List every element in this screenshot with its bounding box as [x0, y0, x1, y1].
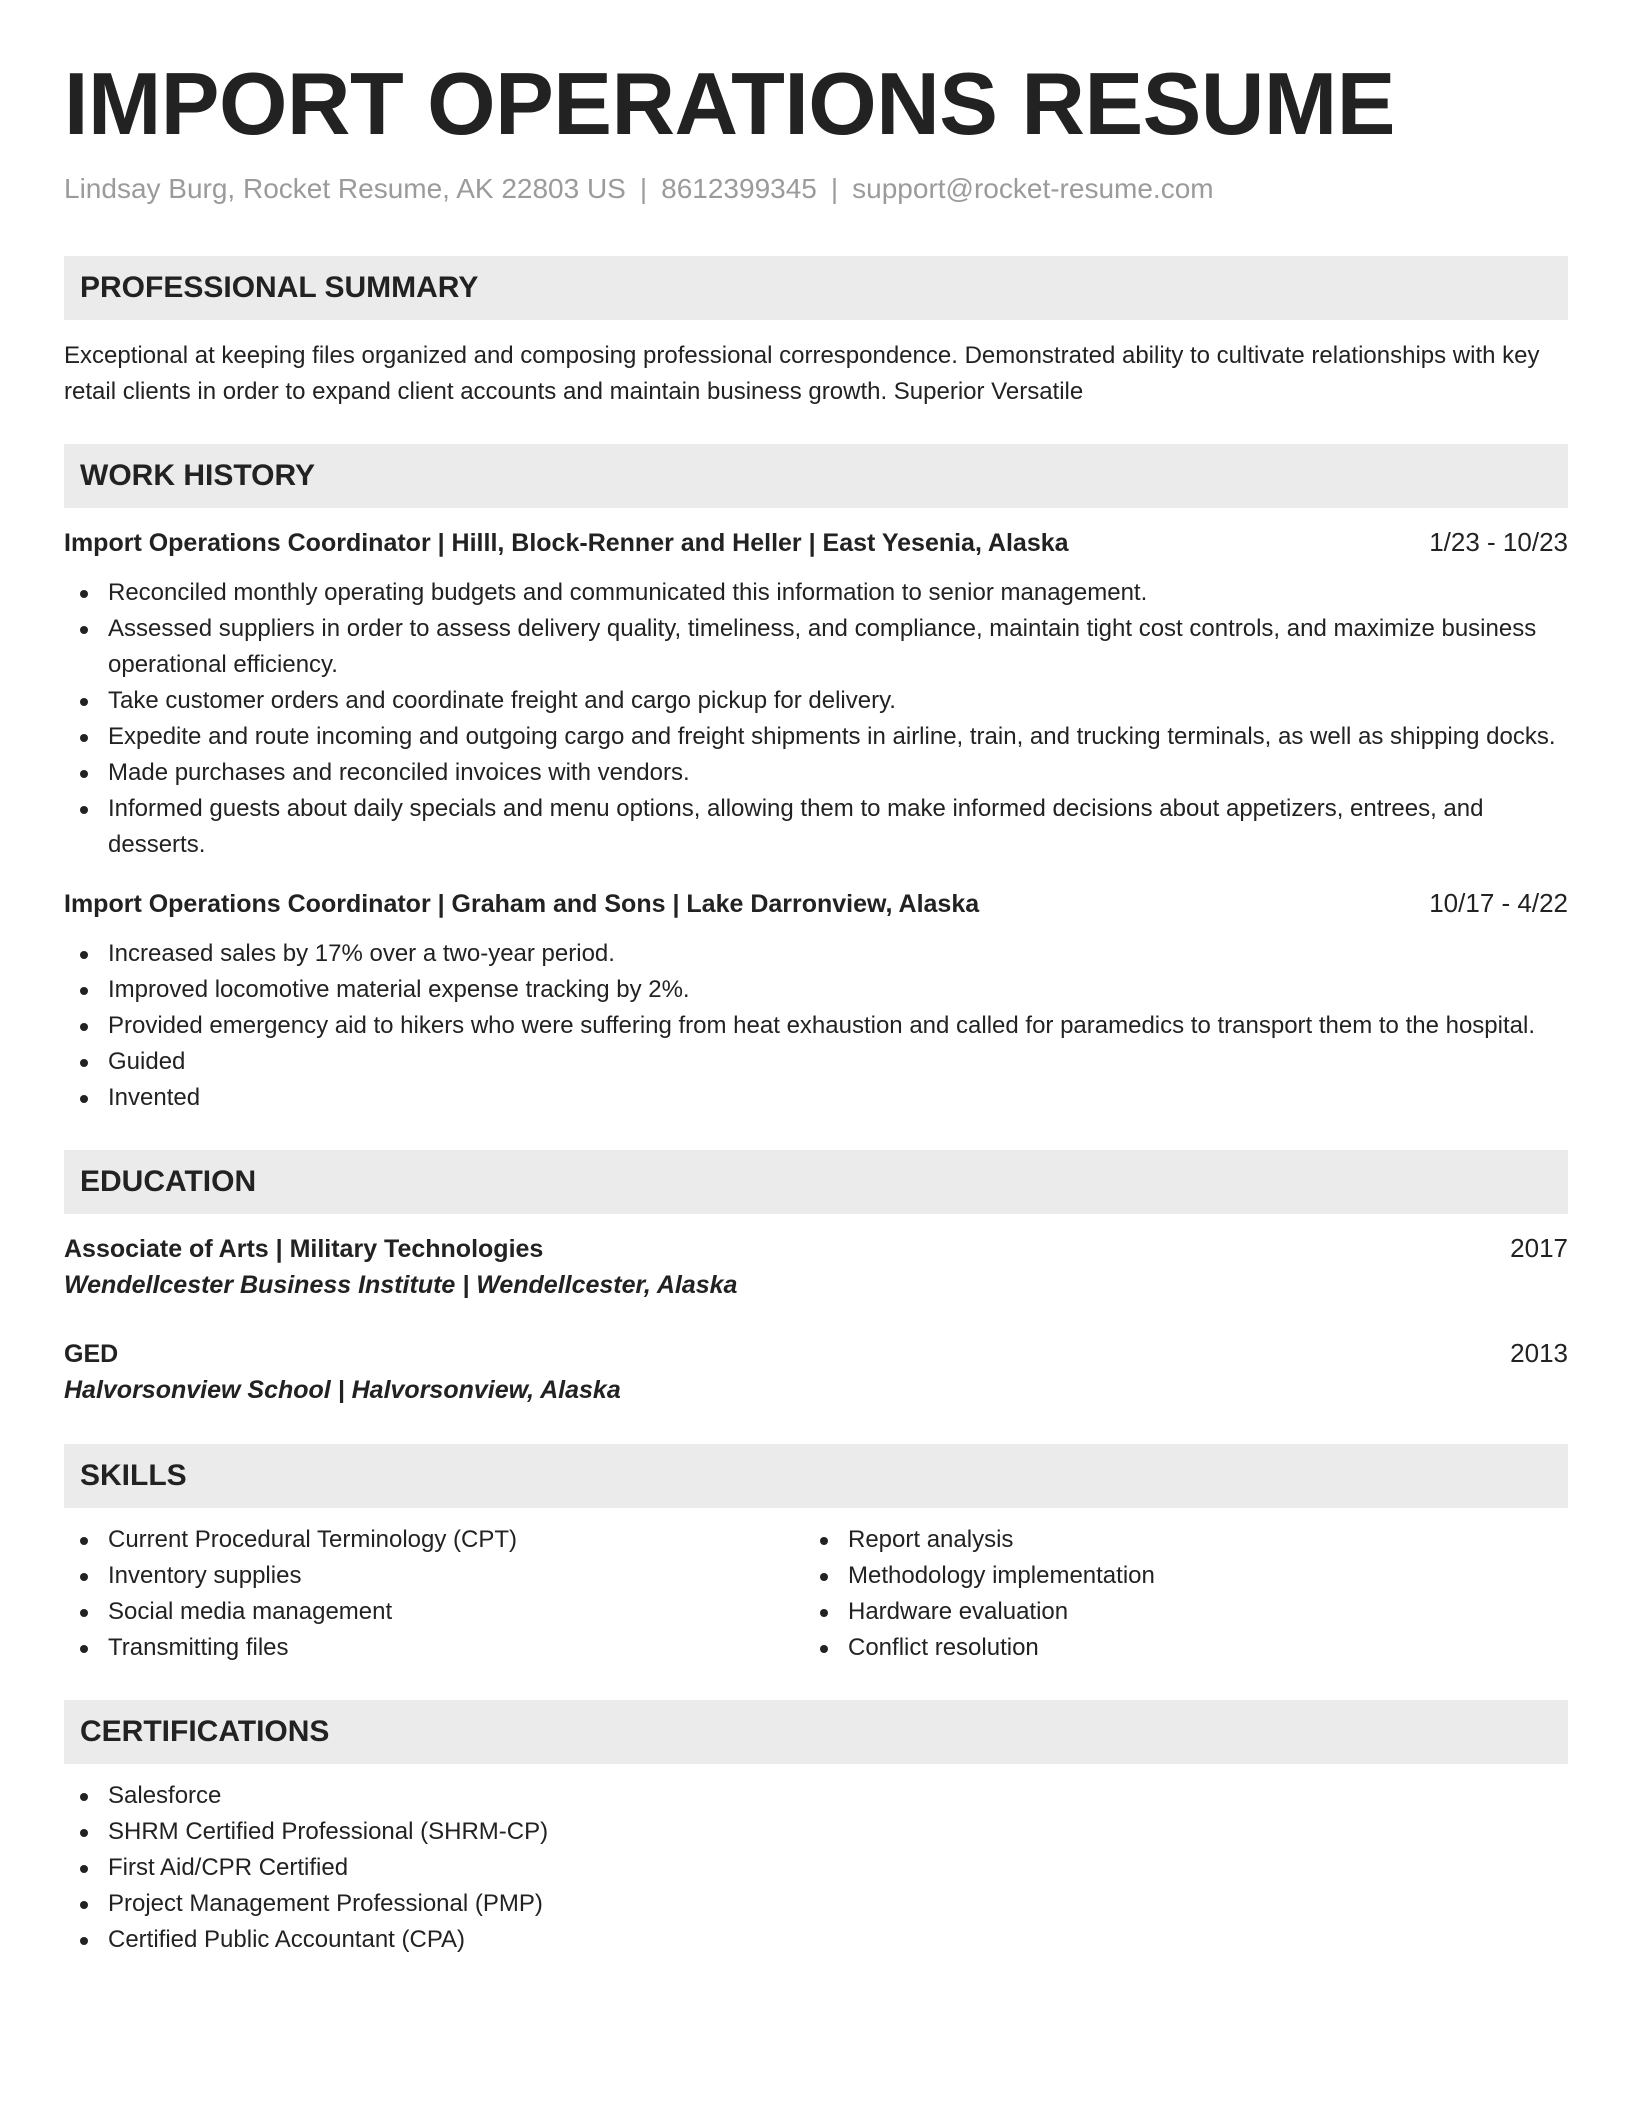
- skill-item: Hardware evaluation: [804, 1594, 1544, 1630]
- job-bullet: Informed guests about daily specials and menu options, allowing them to make informed decisions about appetizers, entrees, and desserts.: [64, 791, 1568, 863]
- education-year: 2013: [1510, 1338, 1568, 1368]
- job-bullet: Invented: [64, 1080, 1568, 1116]
- job-dates: 10/17 - 4/22: [1429, 888, 1568, 918]
- education-entry: [64, 1335, 1568, 1408]
- job-bullet: Increased sales by 17% over a two-year period.: [64, 936, 1568, 972]
- resume-page: [64, 0, 1568, 1958]
- certification-item: Certified Public Accountant (CPA): [64, 1922, 1568, 1958]
- skill-item: Methodology implementation: [804, 1558, 1544, 1594]
- education-institution: Wendellcester Business Institute | Wendellcester, Alaska: [64, 1271, 738, 1299]
- contact-separator: |: [830, 173, 839, 204]
- certification-item: Salesforce: [64, 1778, 1568, 1814]
- education-year: 2017: [1510, 1233, 1568, 1263]
- job-bullet: Assessed suppliers in order to assess delivery quality, timeliness, and compliance, maintain tight cost controls, and maximize business operational efficiency.: [64, 611, 1568, 683]
- job-bullet: Expedite and route incoming and outgoing cargo and freight shipments in airline, train, and trucking terminals, as well as shipping docks.: [64, 719, 1568, 755]
- skills-heading: SKILLS: [64, 1444, 1568, 1508]
- education-heading: EDUCATION: [64, 1150, 1568, 1214]
- job-bullet: Improved locomotive material expense tracking by 2%.: [64, 972, 1568, 1008]
- skill-item: Social media management: [64, 1594, 804, 1630]
- job-bullet: Made purchases and reconciled invoices with vendors.: [64, 755, 1568, 791]
- job-entry: [64, 885, 1568, 1116]
- job-bullet: Reconciled monthly operating budgets and communicated this information to senior management.: [64, 575, 1568, 611]
- education-degree: GED: [64, 1340, 119, 1368]
- skills-column-left: [64, 1522, 804, 1666]
- job-entry: [64, 524, 1568, 863]
- education-entry: [64, 1230, 1568, 1303]
- job-title: Import Operations Coordinator | Hilll, Block-Renner and Heller | East Yesenia, Alaska: [64, 529, 1069, 557]
- certifications-heading: CERTIFICATIONS: [64, 1700, 1568, 1764]
- certifications-list: [64, 1778, 1568, 1958]
- summary-text: Exceptional at keeping files organized and composing professional correspondence. Demonstrated ability to cultivate relationships with key retail clients in order to expand client accounts and maintain business growth. Superior Versatile: [64, 342, 1540, 405]
- job-bullets: [64, 575, 1568, 863]
- job-header: [64, 885, 1568, 922]
- work-history-heading: WORK HISTORY: [64, 444, 1568, 508]
- skill-item: Report analysis: [804, 1522, 1544, 1558]
- contact-phone: 8612399345: [661, 173, 817, 204]
- education-header: [64, 1335, 1568, 1372]
- contact-separator: |: [639, 173, 648, 204]
- skill-item: Conflict resolution: [804, 1630, 1544, 1666]
- contact-email: support@rocket-resume.com: [852, 173, 1214, 204]
- education-institution: Halvorsonview School | Halvorsonview, Alaska: [64, 1376, 621, 1404]
- certification-item: Project Management Professional (PMP): [64, 1886, 1568, 1922]
- skill-item: Transmitting files: [64, 1630, 804, 1666]
- summary-heading: PROFESSIONAL SUMMARY: [64, 256, 1568, 320]
- skills-grid: [64, 1522, 1568, 1666]
- education-header: [64, 1230, 1568, 1267]
- job-title: Import Operations Coordinator | Graham and Sons | Lake Darronview, Alaska: [64, 890, 980, 918]
- certification-item: SHRM Certified Professional (SHRM-CP): [64, 1814, 1568, 1850]
- certification-item: First Aid/CPR Certified: [64, 1850, 1568, 1886]
- skill-item: Current Procedural Terminology (CPT): [64, 1522, 804, 1558]
- job-bullets: [64, 936, 1568, 1116]
- job-bullet: Guided: [64, 1044, 1568, 1080]
- education-degree: Associate of Arts | Military Technologies: [64, 1235, 544, 1263]
- job-bullet: Take customer orders and coordinate freight and cargo pickup for delivery.: [64, 683, 1568, 719]
- job-bullet: Provided emergency aid to hikers who were suffering from heat exhaustion and called for paramedics to transport them to the hospital.: [64, 1008, 1568, 1044]
- job-header: [64, 524, 1568, 561]
- job-dates: 1/23 - 10/23: [1429, 527, 1568, 557]
- skill-item: Inventory supplies: [64, 1558, 804, 1594]
- resume-title: IMPORT OPERATIONS RESUME: [64, 54, 1395, 153]
- contact-address: Lindsay Burg, Rocket Resume, AK 22803 US: [64, 173, 626, 204]
- skills-column-right: [804, 1522, 1544, 1666]
- contact-line: [64, 172, 1568, 206]
